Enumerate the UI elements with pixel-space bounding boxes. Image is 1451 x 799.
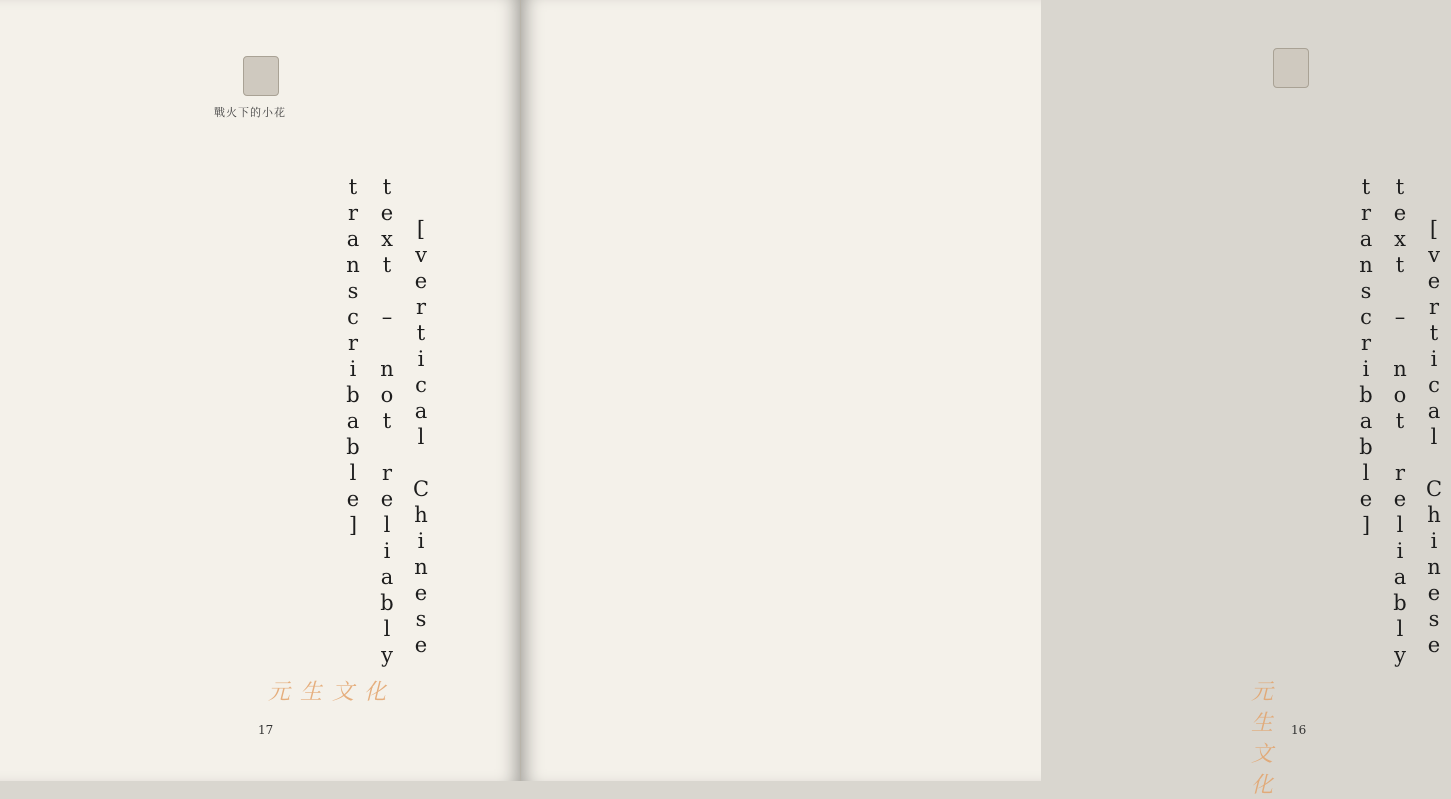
watermark: 元生文化 [1251,680,1284,798]
left-page [0,0,520,781]
watermark: 元生文化 [268,680,397,705]
paragraph: [vertical Chinese text – not reliably transcribable] [341,175,433,669]
right-page-text [1081,175,1451,705]
paragraph: [vertical Chinese text – not reliably transcribable] [1354,175,1446,669]
left-page-text [90,175,438,705]
header-illustration [1273,48,1309,88]
running-head: 戰火下的小花 [214,106,286,119]
page-number: 17 [258,723,274,737]
page-number: 16 [1291,723,1307,737]
header-illustration [243,56,279,96]
right-page [521,0,1446,798]
